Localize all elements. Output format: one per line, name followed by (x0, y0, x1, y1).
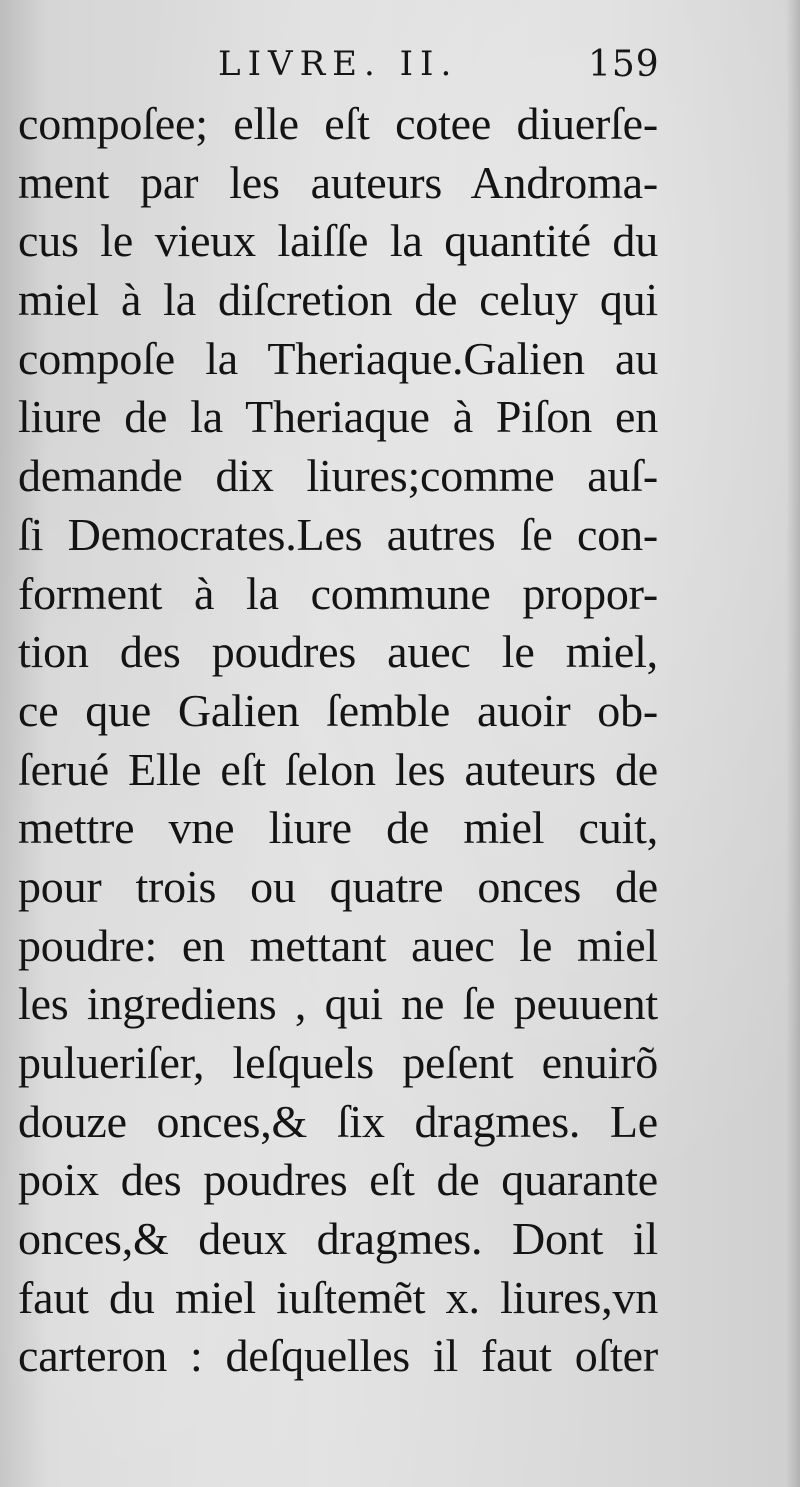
text-line: miel à la diſcretion de celuy qui (18, 274, 658, 326)
text-line: pour trois ou quatre onces de (18, 860, 658, 912)
text-line: tion des poudres auec le miel, (18, 626, 658, 678)
text-line: poix des poudres eſt de quarante (18, 1154, 658, 1206)
text-line: ſi Democrates.Les autres ſe con- (18, 508, 658, 560)
running-title: LIVRE. II. (218, 44, 459, 84)
text-line: compoſee; elle eſt cotee diuerſe- (18, 98, 658, 149)
text-line: forment à la commune propor- (18, 567, 658, 619)
page-number: 159 (588, 44, 660, 85)
running-head (0, 44, 800, 94)
body-text (18, 95, 658, 1386)
text-line: demande dix liures;comme auſ- (18, 450, 658, 502)
text-line: cus le vieux laiſſe la quantité du (18, 215, 658, 267)
text-line: pulueriſer, leſquels peſent enuirõ (18, 1037, 658, 1088)
text-line: onces,& deux dragmes. Dont il (18, 1213, 658, 1265)
text-line: faut du miel iuſtemẽt x. liures,vn (18, 1271, 658, 1323)
text-line: ſerué Elle eſt ſelon les auteurs de (18, 743, 658, 795)
text-line: ce que Galien ſemble auoir ob- (18, 684, 658, 736)
text-line: ment par les auteurs Androma- (18, 156, 658, 208)
text-line: mettre vne liure de miel cuit, (18, 802, 658, 854)
text-line: les ingrediens , qui ne ſe peuuent (18, 978, 658, 1030)
text-line: douze onces,& ſix dragmes. Le (18, 1095, 658, 1147)
text-line: poudre: en mettant auec le miel (18, 919, 658, 971)
text-line: liure de la Theriaque à Piſon en (18, 391, 658, 443)
text-line: compoſe la Theriaque.Galien au (18, 332, 658, 384)
text-line: carteron : deſquelles il faut oſter (18, 1330, 658, 1382)
